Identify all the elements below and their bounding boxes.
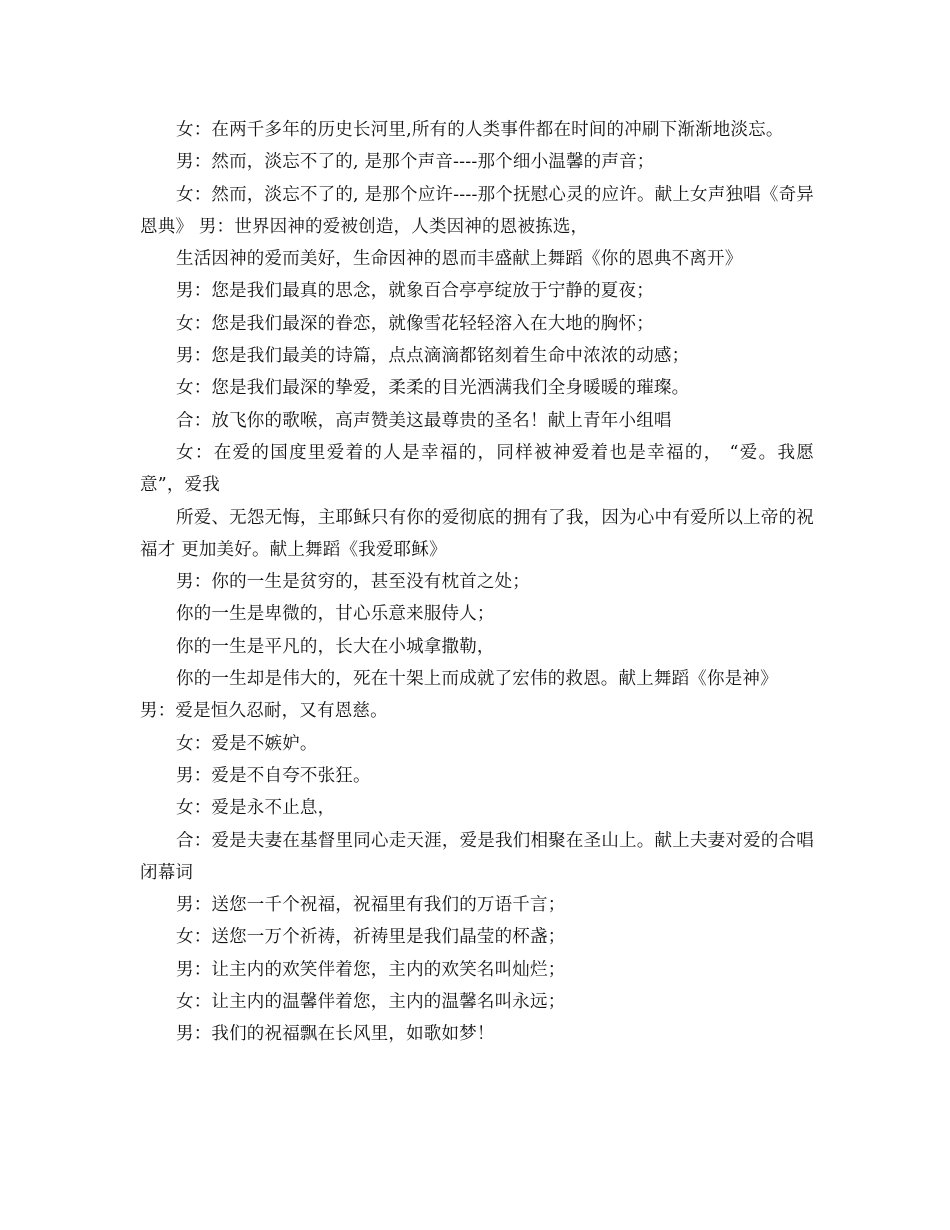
paragraph: 男：让主内的欢笑伴着您，主内的欢笑名叫灿烂；: [176, 959, 566, 980]
paragraph: 女：在爱的国度里爱着的人是幸福的，同样被神爱着也是幸福的， “爱。我愿意”，爱我: [140, 442, 814, 496]
paragraph: 男：您是我们最美的诗篇，点点滴滴都铭刻着生命中浓浓的动感；: [176, 346, 690, 367]
paragraph: 男：您是我们最真的思念，就象百合亭亭绽放于宁静的夏夜；: [176, 281, 654, 302]
paragraph: 男：爱是不自夸不张狂。: [176, 765, 371, 786]
paragraph: 你的一生是卑微的，甘心乐意来服侍人；: [176, 604, 495, 625]
paragraph: 合：爱是夫妻在基督里同心走天涯，爱是我们相聚在圣山上。献上夫妻对爱的合唱 闭幕词: [140, 830, 814, 883]
paragraph: 女：爱是不嫉妒。: [176, 733, 318, 754]
paragraph: 女：然而，淡忘不了的, 是那个应许----那个抚慰心灵的应许。献上女声独唱《奇异恩典》 男：世界因神的爱被创造，人类因神的恩被拣选，: [140, 184, 814, 237]
paragraph: 所爱、无怨无悔，主耶稣只有你的爱彻底的拥有了我，因为心中有爱所以上帝的祝福才 更加美好。献上舞蹈《我爱耶稣》: [140, 507, 814, 560]
paragraph: 合：放飞你的歌喉，高声赞美这最尊贵的圣名！献上青年小组唱: [176, 410, 672, 431]
paragraph: 女：让主内的温馨伴着您，主内的温馨名叫永远；: [176, 992, 566, 1013]
paragraph: 你的一生是平凡的，长大在小城拿撒勒，: [176, 636, 495, 657]
paragraph: 女：您是我们最深的挚爱，柔柔的目光洒满我们全身暖暖的璀璨。: [176, 378, 690, 399]
paragraph: 男：送您一千个祝福，祝福里有我们的万语千言；: [176, 895, 566, 916]
paragraph: 女：送您一万个祈祷，祈祷里是我们晶莹的杯盏；: [176, 927, 566, 948]
paragraph: 男：你的一生是贫穷的，甚至没有枕首之处；: [176, 572, 530, 593]
paragraph: 你的一生却是伟大的，死在十架上而成就了宏伟的救恩。献上舞蹈《你是神》: [176, 669, 778, 690]
paragraph: 生活因神的爱而美好，生命因神的恩而丰盛献上舞蹈《你的恩典不离开》: [176, 249, 743, 270]
paragraph: 女：在两千多年的历史长河里,所有的人类事件都在时间的冲刷下渐渐地淡忘。: [176, 120, 784, 140]
paragraph: 男：爱是恒久忍耐，又有恩慈。: [140, 701, 388, 722]
paragraph: 男：然而，淡忘不了的, 是那个声音----那个细小温馨的声音；: [176, 152, 655, 173]
paragraph: 女：爱是永不止息，: [176, 798, 336, 819]
document-body: [140, 114, 814, 1051]
paragraph: 女：您是我们最深的眷恋，就像雪花轻轻溶入在大地的胸怀；: [176, 313, 654, 334]
paragraph: 男：我们的祝福飘在长风里，如歌如梦！: [176, 1024, 495, 1045]
